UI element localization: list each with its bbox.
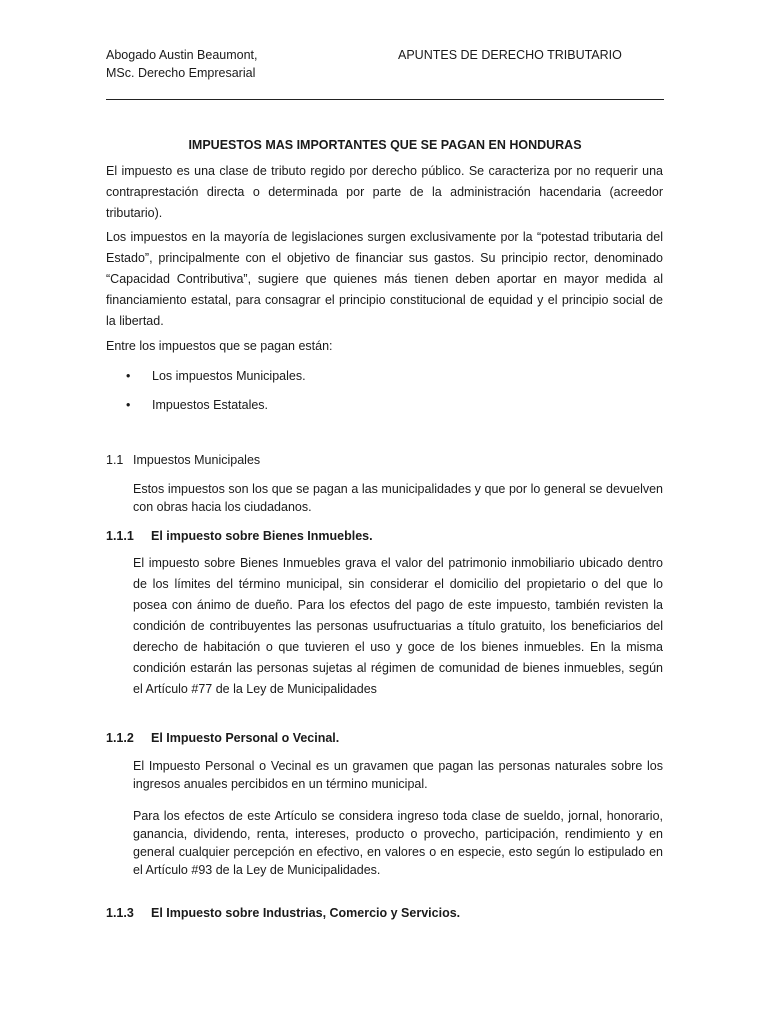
bullet-icon: •: [126, 398, 131, 412]
section-title: Impuestos Municipales: [133, 453, 261, 467]
section-heading-1-1-2: [106, 729, 339, 747]
section-number: 1.1.3: [106, 906, 134, 920]
section-title: El impuesto sobre Bienes Inmuebles.: [151, 529, 373, 543]
list-item-text: Los impuestos Municipales.: [152, 369, 306, 383]
section-number: 1.1.2: [106, 731, 134, 745]
list-item: [126, 367, 306, 385]
section-heading-1-1: [106, 451, 260, 469]
intro-paragraph-2: Los impuestos en la mayoría de legislaciones surgen exclusivamente por la “potestad tributaria del Estado”, principalmente con el objetivo de financiar sus gastos. Su principio rector, denominado “Capacidad Contributiva”, sugiere que quienes más tienen deben aportar en mayor medida al financiamiento estatal, para consagrar el principio constitucional de equidad y el principio social de la libertad.: [106, 230, 663, 328]
intro-paragraph-3: Entre los impuestos que se pagan están:: [106, 339, 333, 353]
section-number: 1.1.1: [106, 529, 134, 543]
section-title: El Impuesto sobre Industrias, Comercio y Servicios.: [151, 906, 461, 920]
header-doc-title: APUNTES DE DERECHO TRIBUTARIO: [398, 48, 622, 62]
section-1-1-body: Estos impuestos son los que se pagan a las municipalidades y que por lo general se devuelven con obras hacia los ciudadanos.: [133, 482, 663, 514]
section-1-1-2-body-2: Para los efectos de este Artículo se considera ingreso toda clase de sueldo, jornal, honorario, ganancia, dividendo, renta, intereses, producto o provecho, participación, rendimiento y en general cualquier percepción en efectivo, en valores o en especie, esto según lo estipulado en el Artículo #93 de la Ley de Municipalidades.: [133, 809, 663, 877]
section-title: El Impuesto Personal o Vecinal.: [151, 731, 340, 745]
section-heading-1-1-3: [106, 904, 460, 922]
list-item: [126, 396, 268, 414]
bullet-icon: •: [126, 369, 131, 383]
header-divider: [106, 99, 664, 100]
section-number: 1.1: [106, 453, 124, 467]
page-title: IMPUESTOS MAS IMPORTANTES QUE SE PAGAN EN HONDURAS: [188, 138, 582, 152]
list-item-text: Impuestos Estatales.: [152, 398, 269, 412]
header-author: [106, 46, 258, 82]
intro-paragraph-1: El impuesto es una clase de tributo regido por derecho público. Se caracteriza por no requerir una contraprestación directa o determinada por parte de la administración hacendaria (acreedor tributario).: [106, 164, 663, 220]
author-name: Abogado Austin Beaumont,: [106, 48, 258, 62]
section-heading-1-1-1: [106, 527, 373, 545]
section-1-1-1-body: El impuesto sobre Bienes Inmuebles grava el valor del patrimonio inmobiliario ubicado dentro de los límites del término municipal, sin considerar el domicilio del propietario o del que lo posea con ánimo de dueño. Para los efectos del pago de este impuesto, también revisten la condición de contribuyentes las personas usufructuarias a título gratuito, los beneficiarios del derecho de habitación o que tuvieren el uso y goce de los bienes inmuebles. En la misma condición estarán las personas sujetas al régimen de comunidad de bienes inmuebles, según el Artículo #77 de la Ley de Municipalidades: [133, 556, 663, 696]
author-degree: MSc. Derecho Empresarial: [106, 66, 256, 80]
section-1-1-2-body-1: El Impuesto Personal o Vecinal es un gravamen que pagan las personas naturales sobre los ingresos anuales percibidos en un término municipal.: [133, 759, 663, 791]
